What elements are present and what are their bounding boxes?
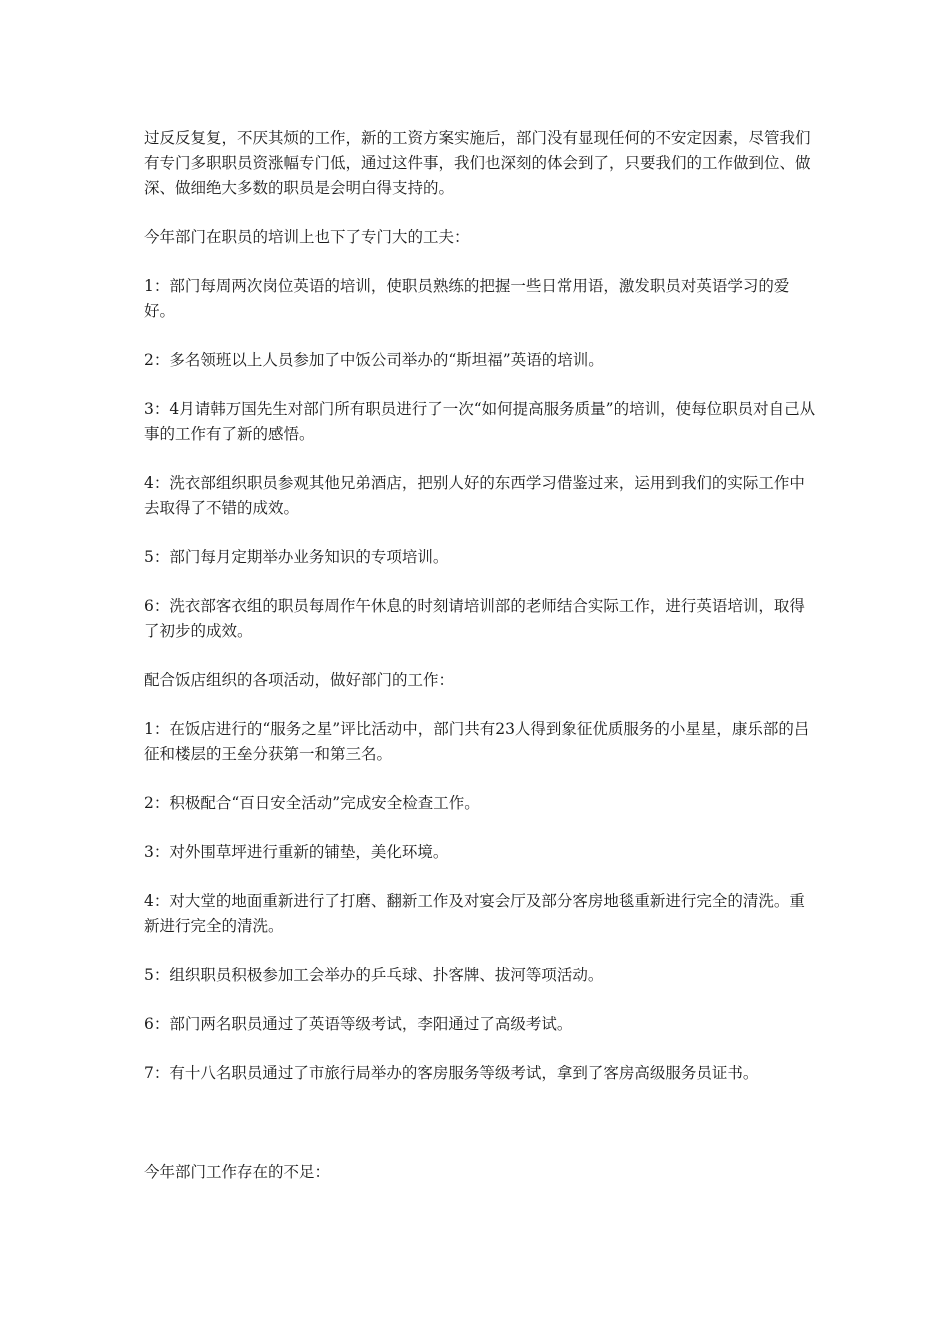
activity-item-6: 6：部门两名职员通过了英语等级考试，李阳通过了高级考试。	[144, 1015, 573, 1033]
training-item-5: 5：部门每月定期举办业务知识的专项培训。	[144, 548, 449, 566]
paragraph-spacer	[144, 250, 816, 274]
paragraph-spacer	[144, 570, 816, 594]
paragraph-spacer	[144, 988, 816, 1012]
activity-item-5: 5：组织职员积极参加工会举办的乒乓球、扑客牌、拔河等项活动。	[144, 966, 604, 984]
paragraph-spacer	[144, 1086, 816, 1160]
paragraph-spacer	[144, 201, 816, 225]
paragraph-spacer	[144, 1037, 816, 1061]
training-item-2: 2：多名领班以上人员参加了中饭公司举办的“斯坦福”英语的培训。	[144, 351, 604, 369]
paragraph-spacer	[144, 865, 816, 889]
paragraph-intro: 过反反复复，不厌其烦的工作，新的工资方案实施后，部门没有显现任何的不安定因素，尽管我们有专门多职职员资涨幅专门低，通过这件事，我们也深刻的体会到了，只要我们的工作做到位、做深、做细绝大多数的职员是会明白得支持的。	[144, 129, 811, 197]
paragraph-spacer	[144, 521, 816, 545]
section-heading-shortcomings: 今年部门工作存在的不足：	[144, 1163, 331, 1181]
section-heading-training: 今年部门在职员的培训上也下了专门大的工夫：	[144, 228, 470, 246]
paragraph-spacer	[144, 693, 816, 717]
paragraph-spacer	[144, 816, 816, 840]
training-item-1: 1：部门每周两次岗位英语的培训，使职员熟练的把握一些日常用语，激发职员对英语学习的爱好。	[144, 277, 790, 320]
activity-item-4: 4：对大堂的地面重新进行了打磨、翻新工作及对宴会厅及部分客房地毯重新进行完全的清洗。重新进行完全的清洗。	[144, 892, 805, 935]
section-heading-activities: 配合饭店组织的各项活动，做好部门的工作：	[144, 671, 455, 689]
activity-item-3: 3：对外围草坪进行重新的铺垫，美化环境。	[144, 843, 449, 861]
document-body	[144, 126, 816, 1185]
paragraph-spacer	[144, 644, 816, 668]
training-item-6: 6：洗衣部客衣组的职员每周作午休息的时刻请培训部的老师结合实际工作，进行英语培训，取得了初步的成效。	[144, 597, 805, 640]
paragraph-spacer	[144, 447, 816, 471]
paragraph-spacer	[144, 767, 816, 791]
training-item-4: 4：洗衣部组织职员参观其他兄弟酒店，把别人好的东西学习借鉴过来，运用到我们的实际工作中去取得了不错的成效。	[144, 474, 805, 517]
paragraph-spacer	[144, 939, 816, 963]
training-item-3: 3：4月请韩万国先生对部门所有职员进行了一次“如何提高服务质量”的培训，使每位职员对自己从事的工作有了新的感悟。	[144, 400, 816, 443]
activity-item-2: 2：积极配合“百日安全活动”完成安全检查工作。	[144, 794, 480, 812]
paragraph-spacer	[144, 324, 816, 348]
activity-item-7: 7：有十八名职员通过了市旅行局举办的客房服务等级考试，拿到了客房高级服务员证书。	[144, 1064, 759, 1082]
activity-item-1: 1：在饭店进行的“服务之星”评比活动中，部门共有23人得到象征优质服务的小星星，康乐部的吕征和楼层的王垒分获第一和第三名。	[144, 720, 810, 763]
paragraph-spacer	[144, 373, 816, 397]
